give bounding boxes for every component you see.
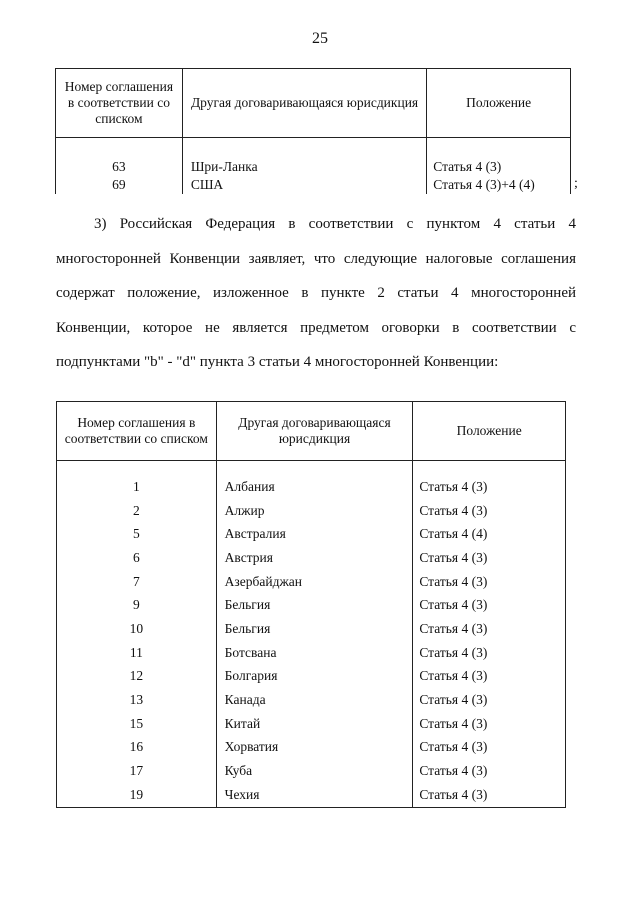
cell-jurisdiction: Австралия xyxy=(216,522,413,546)
table-row xyxy=(57,665,566,689)
table-row xyxy=(57,522,566,546)
table-spacer-row xyxy=(56,138,571,159)
cell-provision: Статья 4 (3) xyxy=(413,783,566,807)
spacer-cell xyxy=(56,138,183,159)
cell-provision: Статья 4 (3) xyxy=(413,546,566,570)
cell-agreement-number: 11 xyxy=(57,641,217,665)
cell-provision: Статья 4 (3) xyxy=(413,688,566,712)
spacer-cell xyxy=(182,138,426,159)
table-body xyxy=(57,461,566,808)
cell-provision: Статья 4 (3) xyxy=(413,665,566,689)
table-row xyxy=(57,688,566,712)
table-spacer-row xyxy=(57,461,566,476)
cell-agreement-number: 69 xyxy=(56,176,183,194)
cell-provision: Статья 4 (3) xyxy=(413,475,566,499)
header-agreement-number: Номер соглашения в соответствии со списком xyxy=(56,69,183,138)
table-row xyxy=(57,617,566,641)
table-header-row xyxy=(57,402,566,461)
cell-agreement-number: 1 xyxy=(57,475,217,499)
cell-provision: Статья 4 (3) xyxy=(413,712,566,736)
header-other-jurisdiction: Другая договаривающаяся юрисдикция xyxy=(216,402,413,461)
cell-jurisdiction: Канада xyxy=(216,688,413,712)
header-other-jurisdiction: Другая договаривающаяся юрисдикция xyxy=(182,69,426,138)
table-row xyxy=(56,176,571,194)
cell-jurisdiction: США xyxy=(182,176,426,194)
cell-provision: Статья 4 (3)+4 (4) xyxy=(427,176,571,194)
cell-agreement-number: 17 xyxy=(57,759,217,783)
cell-provision: Статья 4 (3) xyxy=(427,158,571,176)
spacer-cell xyxy=(427,138,571,159)
cell-provision: Статья 4 (3) xyxy=(413,570,566,594)
cell-jurisdiction: Шри-Ланка xyxy=(182,158,426,176)
table-row xyxy=(57,736,566,760)
declaration-paragraph xyxy=(56,207,576,380)
cell-provision: Статья 4 (3) xyxy=(413,593,566,617)
spacer-cell xyxy=(216,461,413,476)
cell-jurisdiction: Куба xyxy=(216,759,413,783)
table-row xyxy=(57,546,566,570)
cell-jurisdiction: Ботсвана xyxy=(216,641,413,665)
header-agreement-number: Номер соглашения в соответствии со списком xyxy=(57,402,217,461)
page-number: 25 xyxy=(312,30,328,47)
trailing-semicolon: ; xyxy=(574,176,578,191)
cell-jurisdiction: Австрия xyxy=(216,546,413,570)
cell-jurisdiction: Чехия xyxy=(216,783,413,807)
cell-agreement-number: 19 xyxy=(57,783,217,807)
table-row xyxy=(57,783,566,807)
cell-agreement-number: 5 xyxy=(57,522,217,546)
agreements-table xyxy=(56,401,566,808)
cell-provision: Статья 4 (3) xyxy=(413,759,566,783)
paragraph-text: 3) Российская Федерация в соответствии с пунктом 4 статьи 4 многосторонней Конвенции заявляет, что следующие налоговые соглашения содержат положение, изложенное в пункте 2 статьи 4 многосторонней Конвенции, которое не является предметом оговорки в соответствии с подпунктами "b" - "d" пункта 3 статьи 4 многосторонней Конвенции: xyxy=(56,216,576,370)
table-row xyxy=(57,593,566,617)
cell-agreement-number: 2 xyxy=(57,499,217,523)
table-row xyxy=(57,475,566,499)
table-row xyxy=(57,641,566,665)
cell-provision: Статья 4 (3) xyxy=(413,736,566,760)
cell-agreement-number: 63 xyxy=(56,158,183,176)
header-provision: Положение xyxy=(427,69,571,138)
cell-jurisdiction: Китай xyxy=(216,712,413,736)
spacer-cell xyxy=(57,461,217,476)
cell-agreement-number: 9 xyxy=(57,593,217,617)
cell-jurisdiction: Болгария xyxy=(216,665,413,689)
table-body xyxy=(56,138,571,195)
table-row xyxy=(57,759,566,783)
table-row xyxy=(57,712,566,736)
cell-provision: Статья 4 (3) xyxy=(413,617,566,641)
cell-agreement-number: 13 xyxy=(57,688,217,712)
header-provision: Положение xyxy=(413,402,566,461)
table-row xyxy=(57,570,566,594)
cell-agreement-number: 15 xyxy=(57,712,217,736)
cell-agreement-number: 7 xyxy=(57,570,217,594)
agreements-table-continued xyxy=(55,68,571,194)
cell-jurisdiction: Бельгия xyxy=(216,617,413,641)
table-row xyxy=(57,499,566,523)
cell-agreement-number: 12 xyxy=(57,665,217,689)
cell-agreement-number: 16 xyxy=(57,736,217,760)
cell-jurisdiction: Хорватия xyxy=(216,736,413,760)
cell-provision: Статья 4 (3) xyxy=(413,499,566,523)
table-row xyxy=(56,158,571,176)
spacer-cell xyxy=(413,461,566,476)
cell-jurisdiction: Бельгия xyxy=(216,593,413,617)
table-header-row xyxy=(56,69,571,138)
cell-jurisdiction: Азербайджан xyxy=(216,570,413,594)
cell-jurisdiction: Албания xyxy=(216,475,413,499)
cell-provision: Статья 4 (3) xyxy=(413,641,566,665)
cell-agreement-number: 6 xyxy=(57,546,217,570)
cell-jurisdiction: Алжир xyxy=(216,499,413,523)
cell-agreement-number: 10 xyxy=(57,617,217,641)
cell-provision: Статья 4 (4) xyxy=(413,522,566,546)
